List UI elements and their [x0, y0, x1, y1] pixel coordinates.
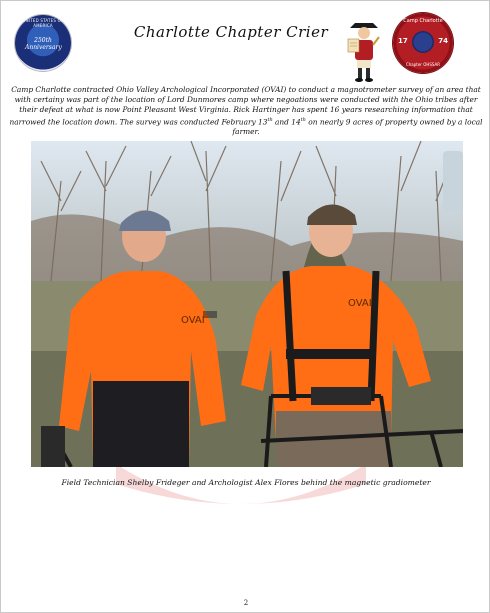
- intro-part-2: and 14: [272, 117, 301, 127]
- camp-charlotte-chapter-seal: [393, 13, 453, 73]
- stars-circle-icon: [412, 31, 434, 53]
- seal-year-right: 74: [438, 37, 448, 45]
- field-team-photo: [31, 141, 463, 467]
- photo-caption: Field Technician Shelby Frideger and Archologist Alex Flores behind the magnetic gradiometer: [61, 478, 431, 487]
- ovai-shirt-text-left: OVAI: [181, 315, 205, 326]
- intro-part-1: Camp Charlotte contracted Ohio Valley Archological Incorporated (OVAI) to conduct a magnotrometer survey of an area that with certainy was part of the location of Lord Dunmores camp where negoations were conducted with the Ohio tribes after their defeat at what is now Point Pleasant West Virginia. Rick Hartinger has spent 16 years researching information that narrowed the location down. The survey was conducted February 13: [9, 85, 481, 127]
- page-number: 2: [243, 599, 249, 607]
- seal-top-text: Camp Charlotte: [403, 18, 443, 24]
- seal-bottom-text: Chapter OHSSAR: [405, 62, 441, 67]
- town-crier-icon: [344, 15, 384, 83]
- chapter-watermark: [111, 464, 371, 510]
- newsletter-title: Charlotte Chapter Crier: [133, 23, 329, 41]
- ovai-shirt-text-right: OVAI: [348, 298, 372, 309]
- intro-sup-2: th: [300, 117, 306, 123]
- seal-year-left: 17: [398, 37, 408, 45]
- seal-center-text: 250th Anniversary: [25, 37, 62, 51]
- intro-sup-1: th: [267, 117, 273, 123]
- article-intro: [9, 85, 483, 137]
- seal-ring-text: UNITED STATES OF AMERICA: [22, 18, 64, 28]
- us-250th-anniversary-seal: [15, 15, 71, 71]
- intro-part-3: on nearly 9 acres of property owned by a local farmer.: [232, 117, 483, 137]
